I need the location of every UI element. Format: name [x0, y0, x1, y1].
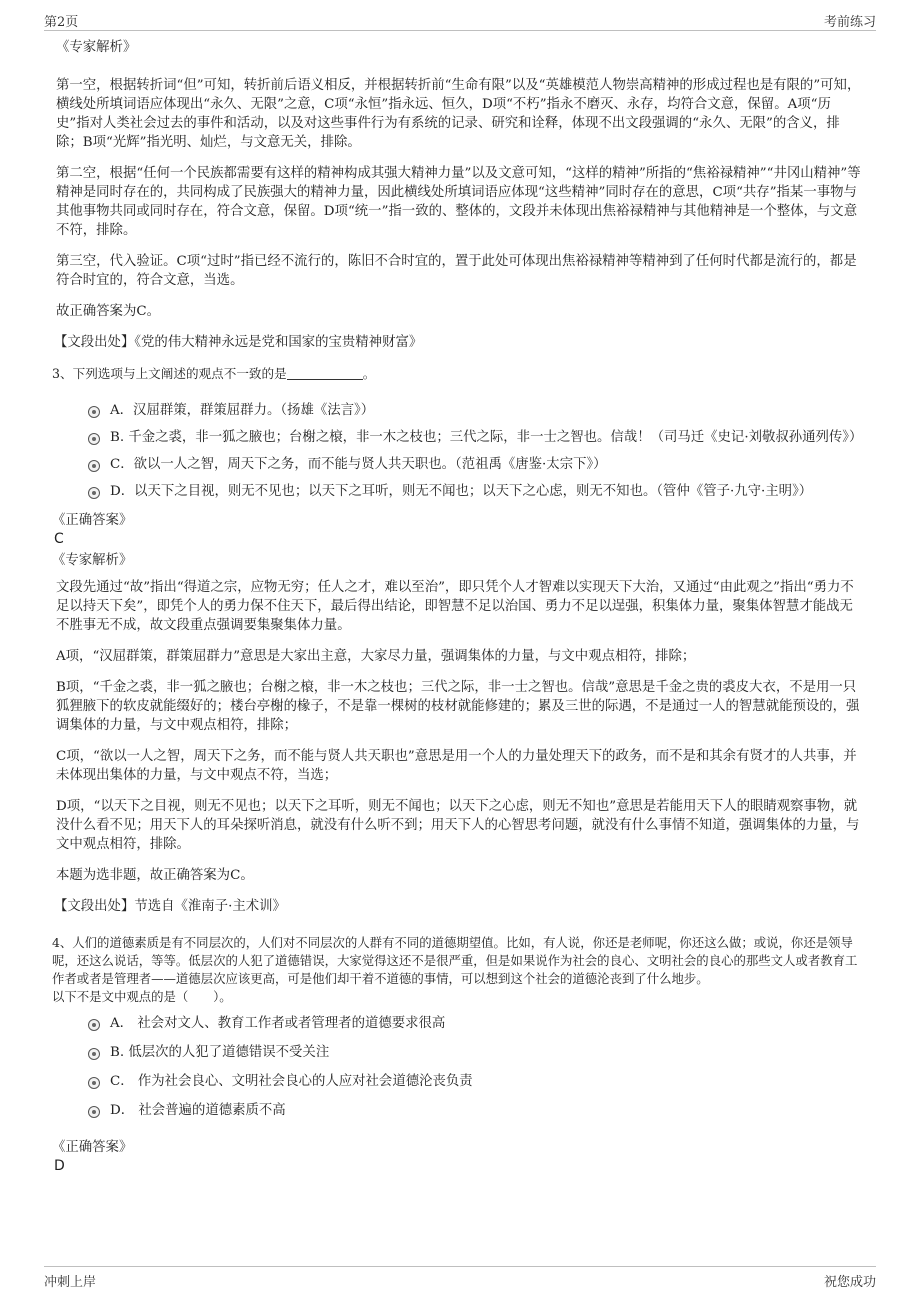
analysis-paragraph: C项，“欲以一人之智，周天下之务，而不能与贤人共天职也”意思是用一个人的力量处理天下的政务，而不是和其余有贤才的人共事，并未体现出集体的力量，与文中观点不符，当选；: [56, 749, 857, 783]
source-note: 【文段出处】《党的伟大精神永远是党和国家的宝贵精神财富》: [54, 335, 423, 350]
radio-icon[interactable]: [88, 433, 100, 445]
page-footer: [44, 1266, 876, 1293]
radio-icon[interactable]: [88, 406, 100, 418]
analysis-paragraph: A项，“汉屈群策，群策屈群力”意思是大家出主意，大家尽力量，强调集体的力量，与文中观点相符，排除；: [56, 649, 696, 664]
option-c[interactable]: C． 作为社会良心、文明社会良心的人应对社会道德沦丧负责: [88, 1072, 864, 1091]
page-number: 第2页: [44, 15, 79, 30]
analysis-paragraph: B项，“千金之裘，非一狐之腋也；台榭之榱，非一木之枝也；三代之际，非一士之智也。信哉”意思是千金之贵的裘皮大衣，不是用一只狐狸腋下的软皮就能缀好的；楼台亭榭的椽子，不是靠一棵树的枝材就能修建的；累及三世的际遇，不是通过一人的智慧就能预设的，强调集体的力量，与文中观点相符，排除；: [56, 680, 860, 733]
analysis-paragraph: 第一空，根据转折词“但”可知，转折前后语义相反，并根据转折前“生命有限”以及“英雄模范人物崇高精神的形成过程也是有限的”可知，横线处所填词语应体现出“永久、无限”之意，C项“永恒”指永远、恒久，D项“不朽”指永不磨灭、永存，均符合文意，保留。A项“历史”指对人类社会过去的事件和活动，以及对这些事件行为有系统的记录、研究和诠释，体现不出文段强调的“永久、无限”的含义，排除；B项“光辉”指光明、灿烂，与文意无关，排除。: [56, 78, 861, 150]
radio-icon[interactable]: [88, 1019, 100, 1031]
radio-icon[interactable]: [88, 487, 100, 499]
source-note: 【文段出处】节选自《淮南子·主术训》: [54, 899, 286, 914]
option-a[interactable]: A． 社会对文人、教育工作者或者管理者的道德要求很高: [88, 1014, 864, 1033]
question-3-stem: 3、下列选项与上文阐述的观点不一致的是 。: [52, 366, 376, 381]
option-d[interactable]: D．以天下之目视，则无不见也；以天下之耳听，则无不闻也；以天下之心虑，则无不知也。（管仲《管子·九守·主明》）: [88, 482, 864, 501]
footer-right: 祝您成功: [823, 1275, 876, 1290]
header-title: 考前练习: [823, 15, 876, 30]
option-b[interactable]: B. 低层次的人犯了道德错误不受关注: [88, 1043, 864, 1062]
page-header: [44, 8, 876, 31]
analysis-label: 《专家解析》: [56, 40, 137, 55]
radio-icon[interactable]: [88, 1048, 100, 1060]
option-b[interactable]: B. 千金之裘，非一狐之腋也；台榭之榱，非一木之枝也；三代之际，非一士之智也。信哉！（司马迁《史记·刘敬叔孙通列传》）: [88, 428, 864, 447]
answer-blank: [287, 365, 363, 380]
analysis-paragraph: 第二空，根据“任何一个民族都需要有这样的精神构成其强大精神力量”以及文意可知，“这样的精神”所指的“焦裕禄精神”“井冈山精神”等精神是同时存在的，共同构成了民族强大的精神力量，因此横线处所填词语应体现“这些精神”同时存在的意思，C项“共存”指某一事物与其他事物共同或同时存在，符合文意，保留。D项“统一”指一致的、整体的，文段并未体现出焦裕禄精神与其他精神是一个整体，与文意不符，排除。: [56, 166, 861, 238]
question-4-prompt: 以下不是文中观点的是（ ）。: [52, 989, 232, 1004]
analysis-label: 《专家解析》: [52, 553, 133, 568]
footer-left: 冲刺上岸: [44, 1275, 97, 1290]
document-body: [52, 38, 864, 1178]
analysis-paragraph: D项，“以天下之目视，则无不见也；以天下之耳听，则无不闻也；以天下之心虑，则无不知也”意思是若能用天下人的眼睛观察事物，就没什么看不见；用天下人的耳朵探听消息，就没有什么听不到；用天下人的心智思考问题，就没有什么事情不知道，强调集体的力量，与文中观点相符，排除。: [56, 799, 860, 852]
analysis-conclusion: 故正确答案为C。: [56, 304, 160, 319]
answer-label: 《正确答案》: [52, 513, 133, 528]
radio-icon[interactable]: [88, 1106, 100, 1118]
question-4: [52, 934, 864, 1006]
question-4-options: [88, 1014, 864, 1120]
option-a[interactable]: A．汉屈群策，群策屈群力。（扬雄《法言》）: [88, 401, 864, 420]
radio-icon[interactable]: [88, 1077, 100, 1089]
option-d[interactable]: D． 社会普遍的道德素质不高: [88, 1101, 864, 1120]
option-c[interactable]: C．欲以一人之智，周天下之务，而不能与贤人共天职也。（范祖禹《唐鉴·太宗下》）: [88, 455, 864, 474]
correct-answer: D: [54, 1158, 65, 1174]
question-3-options: [88, 401, 864, 501]
question-4-stem: 4、人们的道德素质是有不同层次的，人们对不同层次的人群有不同的道德期望值。比如，有人说，你还是老师呢，你还这么做；或说，你还是领导呢，还这么说话，等等。低层次的人犯了道德错误，大家觉得这还不是很严重，但是如果说作为社会的良心、文明社会的良心的那些文人或者教育工作者或者是管理者——道德层次应该更高，可是他们却干着不道德的事情，可以想到这个社会的道德沦丧到了什么地步。: [52, 935, 858, 986]
analysis-paragraph: 第三空，代入验证。C项“过时”指已经不流行的，陈旧不合时宜的，置于此处可体现出焦裕禄精神等精神到了任何时代都是流行的，都是符合时宜的，符合文意，当选。: [56, 254, 857, 288]
radio-icon[interactable]: [88, 460, 100, 472]
answer-label: 《正确答案》: [52, 1140, 133, 1155]
correct-answer: C: [54, 531, 64, 547]
analysis-conclusion: 本题为选非题，故正确答案为C。: [56, 868, 254, 883]
analysis-paragraph: 文段先通过“故”指出“得道之宗，应物无穷；任人之才，难以至治”，即只凭个人才智难以实现天下大治，又通过“由此观之”指出“勇力不足以持天下矣”，即凭个人的勇力保不住天下，最后得出结论，即智慧不足以治国、勇力不足以逞强，积集体力量，聚集体智慧才能战无不胜事无不成，故文段重点强调要集聚集体力量。: [56, 580, 854, 633]
